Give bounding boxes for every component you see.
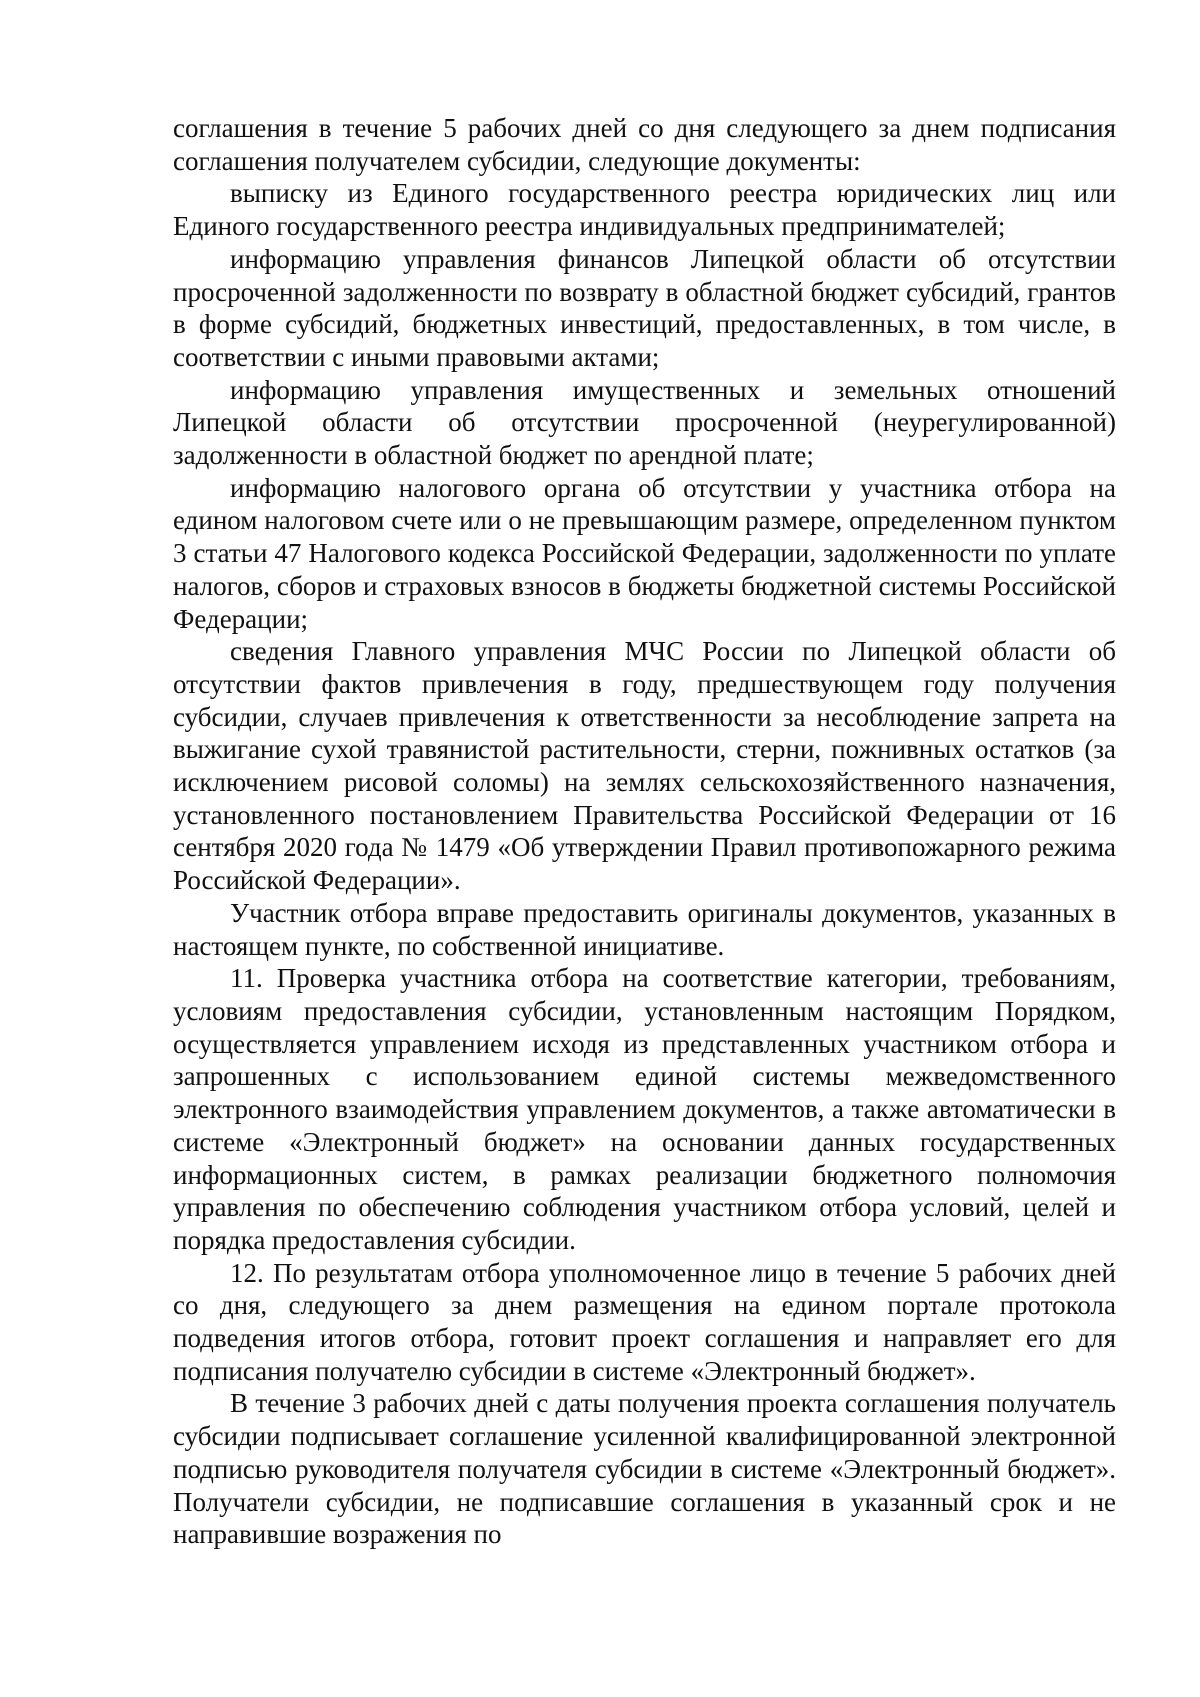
paragraph-egrul-extract: выписку из Единого государственного реестра юридических лиц или Единого государственного реестра индивидуальных предпринимателей; [173, 178, 1116, 242]
paragraph-finance-info: информацию управления финансов Липецкой области об отсутствии просроченной задолженности по возврату в областной бюджет субсидий, грантов в форме субсидий, бюджетных инвестиций, предоставленных, в том числе, в соответствии с иными правовыми актами; [173, 243, 1116, 372]
paragraph-clause-11: 11. Проверка участника отбора на соответствие категории, требованиям, условиям предоставления субсидии, установленным настоящим Порядком, осуществляется управлением исходя из представленных участником отбора и запрошенных с использованием единой системы межведомственного электронного взаимодействия управлением документов, а также автоматически в системе «Электронный бюджет» на основании данных государственных информационных систем, в рамках реализации бюджетного полномочия управления по обеспечению соблюдения участником отбора условий, целей и порядка предоставления субсидии. [173, 963, 1116, 1255]
paragraph-continuation: соглашения в течение 5 рабочих дней со дня следующего за днем подписания соглашения получателем субсидии, следующие документы: [173, 113, 1116, 176]
paragraph-signing-term: В течение 3 рабочих дней с даты получения проекта соглашения получатель субсидии подписывает соглашение усиленной квалифицированной электронной подписью руководителя получателя субсидии в системе «Электронный бюджет». Получатели субсидии, не подписавшие соглашения в указанный срок и не направившие возражения по [173, 1388, 1116, 1550]
paragraph-mchs-info: сведения Главного управления МЧС России по Липецкой области об отсутствии фактов привлечения в году, предшествующем году получения субсидии, случаев привлечения к ответственности за несоблюдение запрета на выжигание сухой травянистой растительности, стерни, пожнивных остатков (за исключением рисовой соломы) на землях сельскохозяйственного назначения, установленного постановлением Правительства Российской Федерации от 16 сентября 2020 года № 1479 «Об утверждении Правил противопожарного режима Российской Федерации». [173, 636, 1116, 896]
document-body [173, 112, 1116, 1551]
paragraph-originals: Участник отбора вправе предоставить оригиналы документов, указанных в настоящем пункте, по собственной инициативе. [173, 897, 1116, 961]
paragraph-clause-12: 12. По результатам отбора уполномоченное лицо в течение 5 рабочих дней со дня, следующего за днем размещения на едином портале протокола подведения итогов отбора, готовит проект соглашения и направляет его для подписания получателю субсидии в системе «Электронный бюджет». [173, 1257, 1116, 1386]
paragraph-property-info: информацию управления имущественных и земельных отношений Липецкой области об отсутствии просроченной (неурегулированной) задолженности в областной бюджет по арендной плате; [173, 374, 1116, 471]
paragraph-tax-info: информацию налогового органа об отсутствии у участника отбора на едином налоговом счете или о не превышающим размере, определенном пунктом 3 статьи 47 Налогового кодекса Российской Федерации, задолженности по уплате налогов, сборов и страховых взносов в бюджеты бюджетной системы Российской Федерации; [173, 472, 1116, 634]
